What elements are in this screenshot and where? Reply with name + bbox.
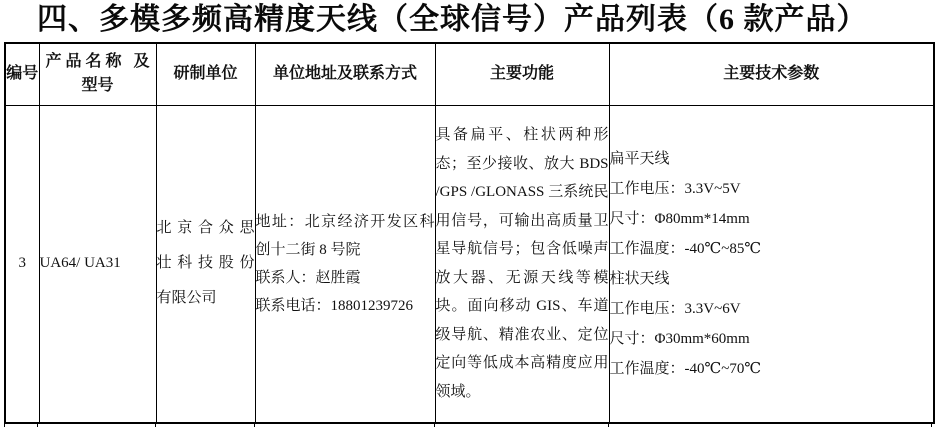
param-line: 尺寸：Φ30mm*60mm: [609, 330, 750, 347]
header-params: [609, 43, 934, 105]
header-row: [5, 43, 934, 105]
header-no-label: 编号: [6, 65, 39, 83]
main-functions-text: 具备扁平、柱状两种形态；至少接收、放大 BDS /GPS /GLONASS 三系统民用信号，可输出高质量卫星导航信号；包含低噪声放大器、无源天线等模块。面向移动 GIS、车道级导航、精准农业、定位定向等低成本高精度应用领域。: [435, 127, 609, 400]
param-line: 尺寸：Φ80mm*14mm: [609, 210, 750, 227]
header-functions: [435, 43, 609, 105]
header-name-model: [39, 43, 156, 105]
cell-address-contact: [255, 105, 435, 423]
param-line: 工作电压：3.3V~6V: [609, 300, 741, 317]
header-developer-label: 研制单位: [173, 65, 238, 83]
param-line: 工作电压：3.3V~5V: [609, 180, 741, 197]
cell-developer: [156, 105, 255, 423]
param-line: 扁平天线: [609, 150, 670, 167]
header-no: [5, 43, 39, 105]
page-title: 四、多模多频高精度天线（全球信号）产品列表（6 款产品）: [37, 3, 868, 36]
cell-tech-params: [609, 105, 934, 423]
developer-line: 有限公司: [156, 290, 217, 307]
product-table: [4, 42, 935, 424]
header-address-label: 单位地址及联系方式: [272, 65, 417, 83]
header-params-label: 主要技术参数: [723, 65, 820, 83]
row-number: 3: [18, 255, 26, 272]
product-model: UA64/ UA31: [39, 255, 121, 272]
header-functions-label: 主要功能: [489, 65, 554, 83]
contact-phone-line: 联系电话：18801239726: [255, 297, 414, 314]
header-name-line1: 产品名称 及: [45, 53, 150, 71]
table-header: [5, 43, 934, 105]
cell-row-number: [5, 105, 39, 423]
developer-line: 北京合众思: [156, 220, 255, 237]
developer-line: 壮科技股份: [156, 255, 255, 272]
header-address: [255, 43, 435, 105]
param-line: 工作温度：-40℃~85℃: [609, 240, 762, 257]
param-line: 柱状天线: [609, 270, 670, 287]
cell-main-functions: [435, 105, 609, 423]
header-developer: [156, 43, 255, 105]
contact-person-line: 联系人：赵胜霞: [255, 269, 361, 286]
address-line: 地址：北京经济开发区科创十二街 8 号院: [255, 213, 435, 258]
table-row: [5, 105, 934, 423]
param-line: 工作温度：-40℃~70℃: [609, 360, 762, 377]
header-name-line2: 型号: [81, 77, 114, 95]
cell-product-model: [39, 105, 156, 423]
